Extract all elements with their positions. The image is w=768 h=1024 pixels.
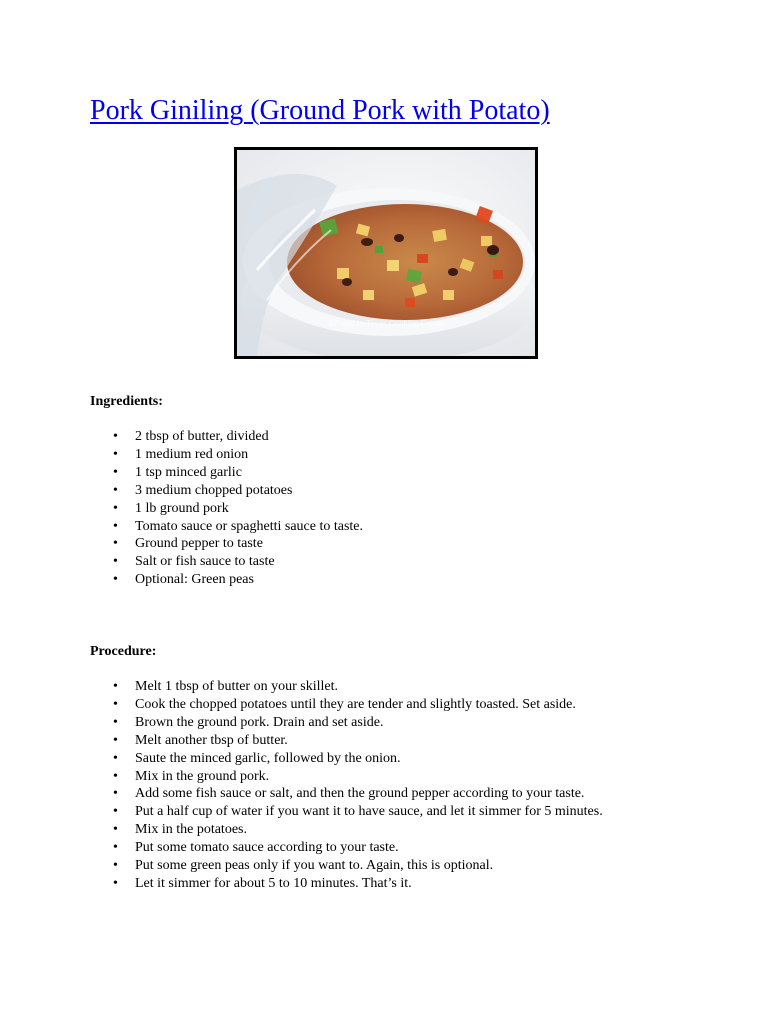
procedure-step-text: Put some tomato sauce according to your taste. — [135, 840, 399, 856]
recipe-photo — [234, 147, 538, 359]
bullet-icon: • — [113, 518, 118, 534]
bullet-icon: • — [113, 822, 118, 838]
ingredient-item — [113, 500, 363, 518]
ingredient-item-text: Salt or fish sauce to taste — [135, 554, 275, 570]
ingredient-item-text: 1 lb ground pork — [135, 500, 229, 516]
procedure-step-text: Put some green peas only if you want to. Again, this is optional. — [135, 858, 494, 874]
bullet-icon: • — [113, 750, 118, 766]
ingredient-item-text: 2 tbsp of butter, divided — [135, 429, 269, 444]
procedure-step-text: Melt another tbsp of butter. — [135, 732, 288, 748]
procedure-step — [113, 678, 603, 696]
procedure-step-text: Melt 1 tbsp of butter on your skillet. — [135, 679, 338, 694]
bullet-icon: • — [113, 714, 118, 730]
bullet-icon: • — [113, 875, 118, 891]
bullet-icon: • — [113, 679, 118, 694]
procedure-step — [113, 696, 603, 714]
ingredients-list — [113, 428, 363, 589]
bullet-icon: • — [113, 572, 118, 588]
ingredient-item — [113, 464, 363, 482]
procedure-step — [113, 821, 603, 839]
procedure-heading: Procedure: — [90, 644, 157, 659]
ingredient-item-text: 1 medium red onion — [135, 446, 249, 462]
procedure-step — [113, 785, 603, 803]
ingredient-item — [113, 428, 363, 446]
bullet-icon: • — [113, 786, 118, 802]
page-title — [90, 93, 550, 129]
ingredients-heading: Ingredients: — [90, 394, 163, 409]
bullet-icon: • — [113, 732, 118, 748]
photo-watermark: ©Pinay In Texas Cooking Corner — [328, 319, 446, 328]
bullet-icon: • — [113, 500, 118, 516]
ingredient-item-text: 3 medium chopped potatoes — [135, 482, 293, 498]
bullet-icon: • — [113, 696, 118, 712]
procedure-step — [113, 875, 603, 893]
ingredient-item-text: Optional: Green peas — [135, 572, 254, 588]
bullet-icon: • — [113, 858, 118, 874]
ingredient-item-text: 1 tsp minced garlic — [135, 464, 242, 480]
ingredient-item — [113, 446, 363, 464]
ingredient-item — [113, 571, 363, 589]
procedure-step-text: Mix in the potatoes. — [135, 822, 247, 838]
procedure-step-text: Cook the chopped potatoes until they are tender and slightly toasted. Set aside. — [135, 696, 576, 712]
bullet-icon: • — [113, 804, 118, 820]
procedure-step — [113, 732, 603, 750]
procedure-step-text: Add some fish sauce or salt, and then the ground pepper according to your taste. — [135, 786, 585, 802]
procedure-step — [113, 803, 603, 821]
procedure-step-text: Let it simmer for about 5 to 10 minutes. That’s it. — [135, 875, 412, 891]
procedure-step — [113, 714, 603, 732]
bullet-icon: • — [113, 768, 118, 784]
procedure-step-text: Brown the ground pork. Drain and set aside. — [135, 714, 384, 730]
bullet-icon: • — [113, 429, 118, 444]
ingredient-item — [113, 518, 363, 536]
bullet-icon: • — [113, 554, 118, 570]
procedure-step — [113, 750, 603, 768]
bullet-icon: • — [113, 482, 118, 498]
ingredient-item — [113, 553, 363, 571]
bullet-icon: • — [113, 840, 118, 856]
ingredient-item-text: Ground pepper to taste — [135, 536, 263, 552]
bullet-icon: • — [113, 464, 118, 480]
recipe-title-link[interactable]: Pork Giniling (Ground Pork with Potato) — [90, 95, 550, 126]
procedure-list — [113, 678, 603, 893]
procedure-step — [113, 857, 603, 875]
procedure-step — [113, 839, 603, 857]
ingredient-item — [113, 482, 363, 500]
ingredient-item-text: Tomato sauce or spaghetti sauce to taste. — [135, 518, 363, 534]
procedure-step-text: Mix in the ground pork. — [135, 768, 270, 784]
procedure-step-text: Saute the minced garlic, followed by the onion. — [135, 750, 401, 766]
bullet-icon: • — [113, 446, 118, 462]
procedure-step-text: Put a half cup of water if you want it to have sauce, and let it simmer for 5 minutes. — [135, 804, 603, 820]
procedure-step — [113, 768, 603, 786]
bullet-icon: • — [113, 536, 118, 552]
ingredient-item — [113, 535, 363, 553]
